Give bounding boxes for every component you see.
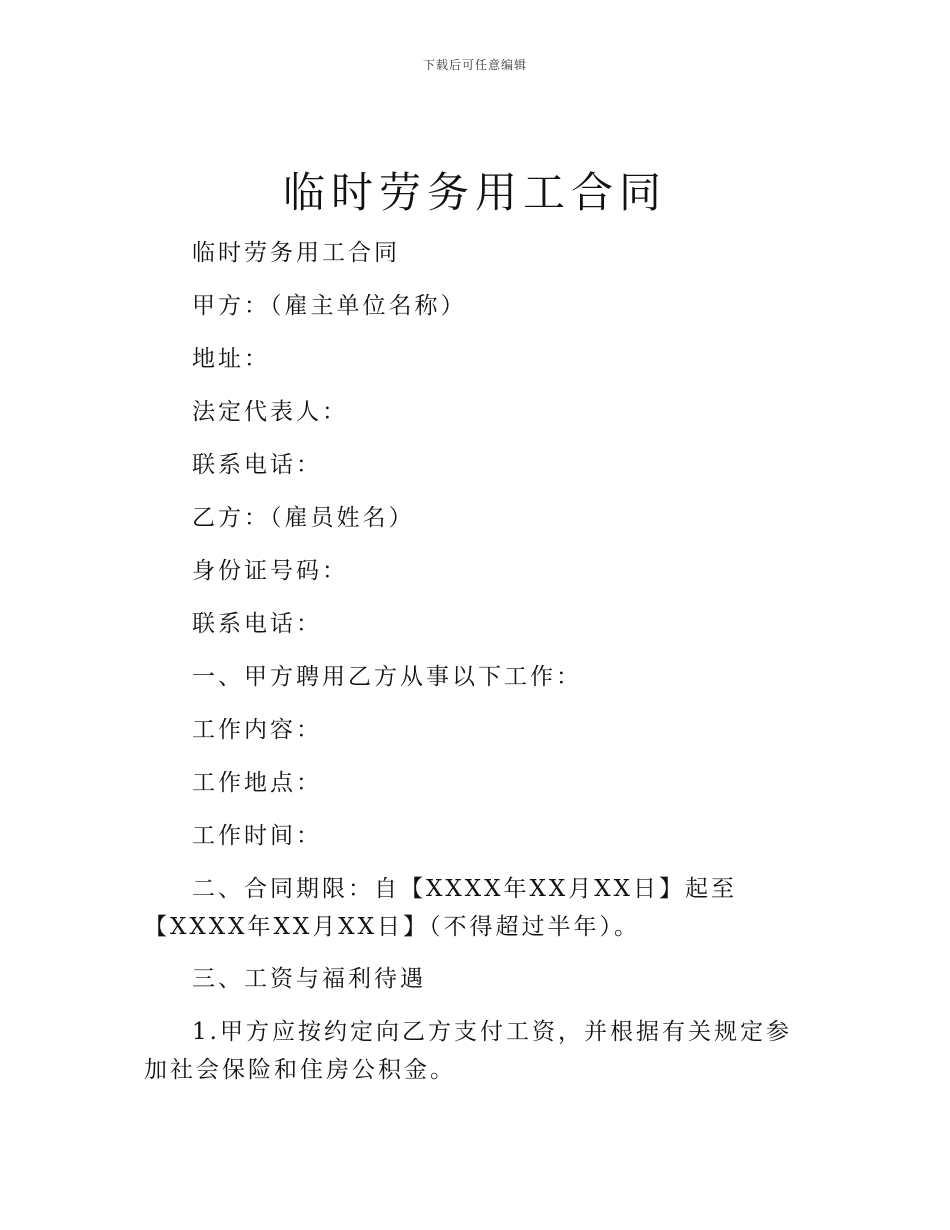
paragraph-section-2: 二、合同期限：自【XXXX年XX月XX日】起至【XXXX年XX月XX日】（不得超过半年）。 — [144, 876, 737, 940]
paragraph-section-1: 一、甲方聘用乙方从事以下工作： — [192, 664, 582, 690]
document-title: 临时劳务用工合同 — [282, 168, 667, 217]
paragraph-party-b: 乙方：（雇员姓名） — [192, 505, 415, 531]
paragraph-work-time: 工作时间： — [192, 823, 322, 849]
paragraph-work-location: 工作地点： — [192, 770, 322, 796]
paragraph-work-content: 工作内容： — [192, 717, 322, 743]
header-note: 下载后可任意编辑 — [422, 58, 527, 72]
paragraph-clause-1: 1.甲方应按约定向乙方支付工资，并根据有关规定参加社会保险和住房公积金。 — [144, 1019, 792, 1083]
paragraph-address: 地址： — [192, 346, 270, 372]
paragraph-party-a: 甲方：（雇主单位名称） — [192, 293, 467, 319]
paragraph-legal-rep: 法定代表人： — [192, 399, 348, 425]
paragraph-section-3: 三、工资与福利待遇 — [192, 966, 426, 992]
paragraph-id-number: 身份证号码： — [192, 558, 348, 584]
document-body — [144, 234, 814, 1104]
paragraph-subtitle: 临时劳务用工合同 — [192, 240, 400, 266]
paragraph-phone-a: 联系电话： — [192, 452, 322, 478]
paragraph-phone-b: 联系电话： — [192, 611, 322, 637]
